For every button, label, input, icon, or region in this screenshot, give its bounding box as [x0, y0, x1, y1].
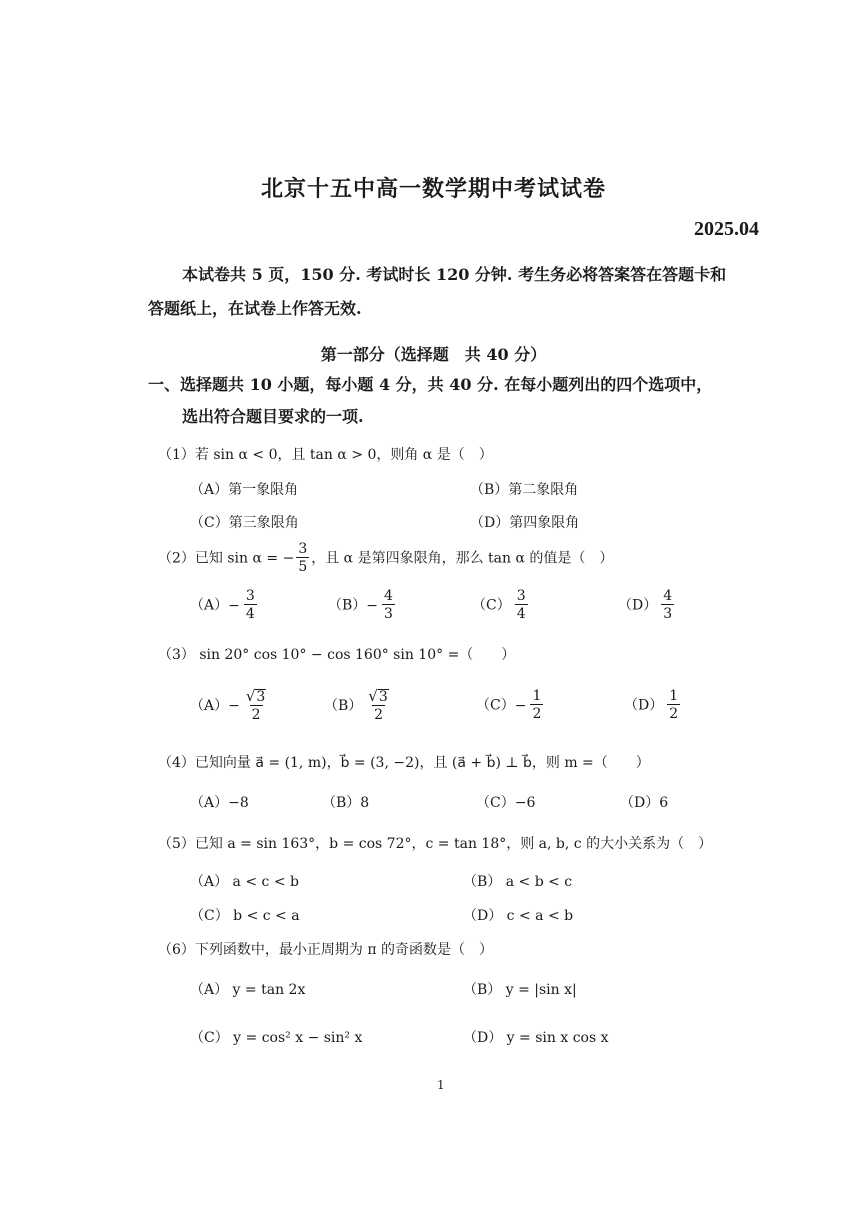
question-1-option-c: （C）第三象限角 — [190, 515, 299, 531]
option-label: （D） — [618, 597, 658, 614]
option-fraction — [661, 588, 674, 623]
question-2-stem — [158, 541, 613, 576]
question-2-stem-pre: （2）已知 sin α = − — [158, 550, 295, 567]
question-2-option-a — [190, 588, 259, 623]
option-label: （B） — [328, 597, 367, 614]
question-3-option-b — [324, 688, 393, 724]
option-fraction — [667, 688, 680, 723]
fraction-denominator: 2 — [251, 707, 261, 723]
question-1-option-b: （B）第二象限角 — [470, 482, 579, 498]
question-2-stem-post: ，且 α 是第四象限角，那么 tan α 的值是（ ） — [311, 550, 614, 567]
option-sign: − — [366, 597, 379, 614]
question-6-option-a: （A） y = tan 2x — [190, 982, 306, 998]
option-label: （B） — [324, 698, 363, 714]
fraction-numerator — [244, 688, 268, 705]
section-1-line-1: 一、选择题共 10 小题，每小题 4 分，共 40 分. 在每小题列出的四个选项中， — [148, 375, 713, 394]
sqrt-value: 3 — [256, 688, 266, 705]
question-1-stem: （1）若 sin α < 0，且 tan α > 0，则角 α 是（ ） — [158, 447, 493, 463]
fraction-denominator: 2 — [532, 706, 542, 722]
sqrt-value: 3 — [378, 688, 388, 705]
question-6-option-d: （D） y = sin x cos x — [463, 1030, 609, 1046]
question-5-option-a: （A） a < c < b — [190, 874, 299, 890]
fraction-denominator: 3 — [384, 606, 393, 622]
part-1-heading: 第一部分（选择题 共 40 分） — [320, 345, 547, 364]
question-2-option-d — [618, 588, 676, 623]
question-1-option-a: （A）第一象限角 — [190, 482, 299, 498]
option-fraction — [366, 688, 390, 724]
question-5-option-b: （B） a < b < c — [463, 874, 573, 890]
option-fraction — [382, 588, 395, 623]
fraction-numerator: 3 — [516, 588, 526, 604]
fraction-numerator: 4 — [384, 588, 393, 604]
option-sign: − — [514, 697, 527, 714]
question-6-option-b: （B） y = |sin x| — [463, 982, 577, 998]
question-3-option-a — [190, 688, 270, 724]
question-4-option-a: （A）−8 — [190, 795, 249, 811]
question-5-option-c: （C） b < c < a — [190, 908, 300, 924]
page-number: 1 — [437, 1078, 445, 1092]
question-3-stem: （3） sin 20° cos 10° − cos 160° sin 10° =（ ） — [158, 647, 516, 663]
question-6-stem: （6）下列函数中，最小正周期为 π 的奇函数是（ ） — [158, 942, 494, 958]
question-6-option-c: （C） y = cos² x − sin² x — [190, 1030, 363, 1046]
question-5-option-d: （D） c < a < b — [463, 908, 574, 924]
fraction-denominator: 4 — [516, 606, 526, 622]
fraction-denominator: 5 — [298, 559, 308, 575]
question-2-option-b — [328, 588, 397, 623]
fraction-numerator: 3 — [245, 588, 255, 604]
option-fraction — [244, 688, 268, 724]
option-label: （A） — [190, 597, 229, 614]
option-fraction — [244, 588, 257, 623]
option-label: （A） — [190, 698, 229, 714]
exam-date: 2025.04 — [694, 218, 759, 240]
option-fraction — [530, 688, 543, 723]
exam-title: 北京十五中高一数学期中考试试卷 — [260, 176, 606, 202]
fraction-numerator: 1 — [532, 688, 542, 704]
section-1-line-2: 选出符合题目要求的一项. — [182, 407, 364, 426]
question-1-option-d: （D）第四象限角 — [470, 515, 580, 531]
option-label: （C） — [476, 697, 515, 714]
fraction-numerator — [366, 688, 390, 705]
question-4-stem: （4）已知向量 a⃗ = (1, m)，b⃗ = (3, −2)，且 (a⃗ + b⃗) ⊥ b⃗，则 m =（ ） — [158, 755, 650, 771]
fraction-denominator: 4 — [245, 606, 255, 622]
question-5-stem: （5）已知 a = sin 163°，b = cos 72°，c = tan 18°，则 a, b, c 的大小关系为（ ） — [158, 836, 713, 852]
question-2-option-c — [472, 588, 530, 623]
option-label: （C） — [472, 597, 511, 614]
question-4-option-b: （B）8 — [322, 795, 370, 811]
question-3-option-c — [476, 688, 545, 723]
option-sign: − — [228, 698, 240, 714]
option-sign: − — [228, 597, 240, 614]
intro-line-2: 答题纸上，在试卷上作答无效. — [148, 299, 362, 318]
question-3-option-d — [624, 688, 682, 723]
question-2-fraction — [296, 541, 309, 576]
fraction-denominator: 3 — [663, 606, 673, 622]
option-label: （D） — [624, 697, 664, 714]
question-4-option-d: （D）6 — [620, 795, 669, 811]
sqrt-icon: √ — [368, 687, 378, 705]
option-fraction — [515, 588, 528, 623]
question-4-option-c: （C）−6 — [476, 795, 536, 811]
fraction-denominator: 2 — [669, 706, 679, 722]
fraction-denominator: 2 — [374, 707, 383, 723]
fraction-numerator: 3 — [298, 541, 308, 557]
sqrt-icon: √ — [245, 687, 256, 705]
fraction-numerator: 1 — [669, 688, 679, 704]
fraction-numerator: 4 — [663, 588, 673, 604]
intro-line-1: 本试卷共 5 页，150 分. 考试时长 120 分钟. 考生务必将答案答在答题卡和 — [182, 265, 727, 284]
